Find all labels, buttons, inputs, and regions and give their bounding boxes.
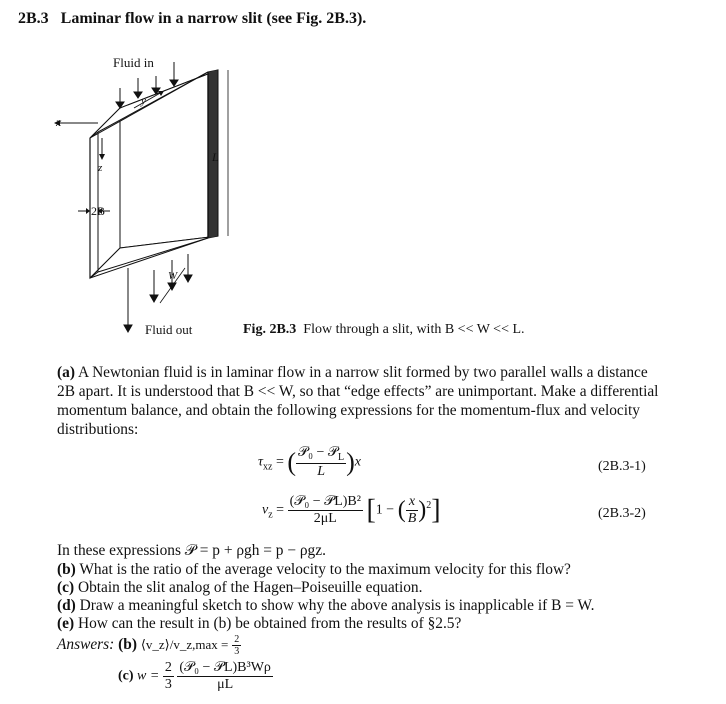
problem-title: Laminar flow in a narrow slit (see Fig. 2B.3).: [60, 10, 367, 27]
answers-label: Answers:: [57, 636, 115, 654]
eq2-inner-denominator: B: [407, 511, 417, 526]
eq1-var: x: [354, 454, 362, 470]
part-b-line: [57, 561, 571, 579]
eq2-numerator: (𝒫₀ − 𝒫L)B²: [289, 494, 361, 509]
equation-1: $\tau_{xz}$ = ( $\frac{𝒫_0 - 𝒫_L}{L}$ )x: [258, 445, 362, 479]
answers-line: [57, 634, 241, 657]
part-e-label: (e): [57, 615, 75, 632]
eq1-denominator: L: [317, 463, 325, 479]
eq1-lhs-sub: xz: [263, 461, 273, 473]
part-a-label: (a): [57, 364, 75, 381]
eq2-number: (2B.3-2): [598, 506, 646, 521]
answer-b-label: (b): [118, 636, 137, 654]
label-2B: 2B: [91, 204, 106, 218]
answer-c-lhs: w =: [137, 668, 160, 684]
answer-b-num: 2: [234, 634, 240, 645]
slab-top-face: [120, 70, 218, 248]
problem-heading: [18, 10, 366, 28]
figure-caption: [243, 322, 525, 338]
label-L: L: [212, 150, 219, 164]
part-e-line: [57, 615, 461, 633]
label-y: y: [141, 95, 146, 107]
part-d-label: (d): [57, 597, 76, 614]
eq2-inner-numerator: x: [406, 494, 419, 511]
answer-c-den1: 3: [164, 677, 172, 692]
part-a-text: A Newtonian fluid is in laminar flow in a narrow slit formed by two parallel walls a distance 2B apart. It is understood that B << W, so that “edge effects” are unimportant. Make a differential momentum balance, and obtain the following expressions for the momentum-flux and velocity distributions:: [57, 364, 659, 438]
part-c-text: Obtain the slit analog of the Hagen–Poiseuille equation.: [77, 579, 423, 596]
label-x: x: [56, 115, 62, 129]
label-W: W: [168, 270, 178, 282]
eq2-lhs-sub: z: [268, 509, 273, 521]
answer-c-label: (c): [118, 668, 134, 684]
answer-c-line: [118, 660, 273, 693]
problem-number: 2B.3: [18, 10, 49, 27]
figure-caption-text: Flow through a slit, with B << W << L.: [303, 322, 525, 337]
label-fluid-in: Fluid in: [113, 55, 154, 70]
answer-c-den2: μL: [217, 677, 234, 692]
part-b-text: What is the ratio of the average velocity to the maximum velocity for this flow?: [79, 561, 571, 578]
eq1-numerator: 𝒫₀ − 𝒫: [298, 445, 339, 460]
answer-c-num1: 2: [164, 660, 172, 675]
part-a-paragraph: [57, 363, 669, 439]
part-c-line: [57, 579, 422, 597]
part-d-text: Draw a meaningful sketch to show why the above analysis is inapplicable if B = W.: [79, 597, 595, 614]
label-fluid-out: Fluid out: [145, 322, 193, 337]
eq1-numerator-sub: L: [338, 451, 345, 463]
answer-b-den: 3: [234, 646, 240, 657]
eq2-one-minus: 1 −: [375, 502, 395, 518]
answer-b-expr: ⟨v_z⟩/v_z,max =: [140, 637, 229, 653]
label-z: z: [98, 162, 103, 174]
eq2-lhs: v: [262, 502, 269, 518]
fluid-out-arrows: [124, 254, 192, 332]
eq1-number: (2B.3-1): [598, 459, 646, 474]
eq1-lhs: τ: [258, 454, 264, 470]
part-e-text: How can the result in (b) be obtained from the results of §2.5?: [77, 615, 462, 632]
answer-c-num2: (𝒫₀ − 𝒫L)B³Wρ: [179, 660, 271, 675]
slit-flow-figure: [50, 48, 250, 343]
equation-2: $v_z$ = $\frac{\text{(𝒫₀ − 𝒫L)B²}}{2\mu L}$ [1 − ( $\frac{x}{B}$ )$^2$]: [262, 494, 441, 526]
expressions-line: In these expressions 𝒫 = p + ρgh = p − ρgz.: [57, 542, 326, 559]
part-b-label: (b): [57, 561, 76, 578]
eq2-denominator: 2μL: [313, 511, 337, 526]
figure-caption-label: Fig. 2B.3: [243, 322, 297, 337]
part-c-label: (c): [57, 579, 75, 596]
part-d-line: [57, 597, 594, 615]
